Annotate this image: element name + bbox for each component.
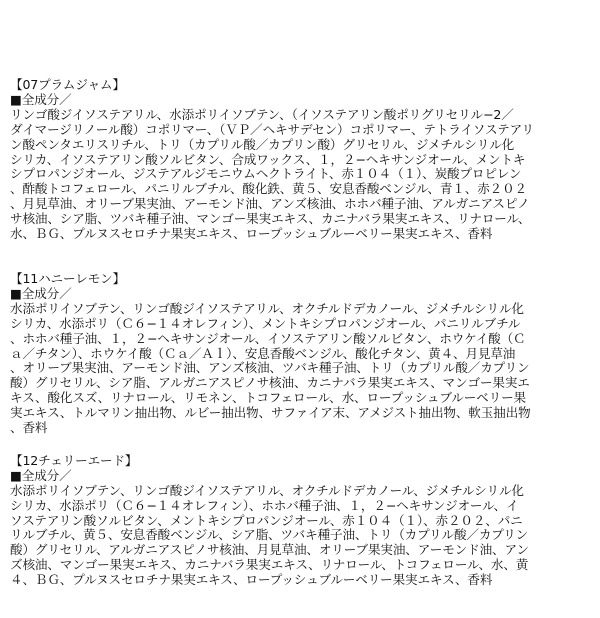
ingredient-line: 酸）グリセリル、シア脂、アルガニアスピノサ核油、カニナバラ果実エキス、マンゴー果実エ xyxy=(10,375,530,391)
ingredient-line: ソステアリン酸ソルビタン、メントキシプロパンジオール、赤１０４（１）、赤２０２、パニ xyxy=(10,512,523,528)
ingredient-line: 水、ＢＧ、プルヌスセロチナ果実エキス、ロープッシュブルーベリー果実エキス、香料 xyxy=(10,226,493,242)
section-title: 【11ハニーレモン】 xyxy=(10,270,126,286)
section-subtitle: ■全成分／ xyxy=(10,285,72,301)
section-plum-jam xyxy=(10,78,592,242)
ingredient-line: 、香料 xyxy=(10,420,48,436)
ingredient-line: 酸）グリセリル、アルガニアスピノサ核油、月見草油、オリーブ果実油、アーモンド油、アン xyxy=(10,542,529,558)
ingredient-line: キス、酸化スズ、リナロール、リモネン、トコフェロール、水、ロープッシュブルーベリー果 xyxy=(10,390,526,406)
ingredients-document xyxy=(10,78,592,618)
ingredient-line: リルブチル、黄５、安息香酸ベンジル、シア脂、ツバキ種子油、トリ（カプリル酸／カプリン xyxy=(10,527,529,543)
ingredient-line: 、酢酸トコフェロール、パニリルブチル、酸化鉄、黄５、安息香酸ベンジル、青１、赤２０２ xyxy=(10,181,527,197)
ingredient-line: リンゴ酸ジイソステアリル、水添ポリイソブテン、（イソステアリン酸ポリグリセリル−2／ xyxy=(10,106,514,122)
ingredient-line: シリカ、水添ポリ（Ｃ６−１４オレフィン）、ホホバ種子油、１，２−ヘキサンジオール、イ xyxy=(10,497,519,513)
ingredient-line: ン酸ペンタエリスリチル、トリ（カプリル酸／カプリン酸）グリセリル、ジメチルシリル化 xyxy=(10,136,515,152)
ingredient-line: ダイマージリノール酸）コポリマー、（ＶＰ／ヘキサデセン）コポリマー、テトライソステアリ xyxy=(10,121,534,137)
ingredient-line: シリカ、水添ポリ（Ｃ６−１４オレフィン）、メントキシプロパンジオール、パニリルブチル xyxy=(10,315,521,331)
ingredient-line: シリカ、イソステアリン酸ソルビタン、合成ワックス、１，２−ヘキサンジオール、メントキ xyxy=(10,151,526,167)
ingredient-line: 、オリーブ果実油、アーモンド油、アンズ核油、ツバキ種子油、トリ（カプリル酸／カプリン xyxy=(10,360,530,376)
ingredient-line: 、ホホバ種子油、１，２−ヘキサンジオール、イソステアリン酸ソルビタン、ホウケイ酸（Ｃ xyxy=(10,330,526,346)
ingredient-line: ズ核油、マンゴー果実エキス、カニナバラ果実エキス、リナロール、トコフェロール、水、黄 xyxy=(10,557,529,573)
section-title: 【07プラムジャム】 xyxy=(10,77,125,92)
ingredient-line: 、月見草油、オリーブ果実油、アーモンド油、アンズ核油、ホホバ種子油、アルガニアスピノ xyxy=(10,196,530,212)
ingredient-line: 水添ポリイソブテン、リンゴ酸ジイソステアリル、オクチルドデカノール、ジメチルシリル化 xyxy=(10,300,524,316)
ingredient-line: ａ／チタン）、ホウケイ酸（Ｃａ／Ａｌ）、安息香酸ベンジル、酸化チタン、黄４、月見草油 xyxy=(10,345,516,361)
section-honey-lemon xyxy=(10,272,592,436)
section-subtitle: ■全成分／ xyxy=(10,467,72,483)
ingredient-line: ４、ＢＧ、プルヌスセロチナ果実エキス、ロープッシュブルーベリー果実エキス、香料 xyxy=(10,572,493,588)
section-title: 【12チェリーエード】 xyxy=(10,452,138,468)
section-cherry-ade xyxy=(10,454,592,588)
ingredient-line: シプロパンジオール、ジステアルジモニウムヘクトライト、赤１０４（１）、炭酸プロピレン xyxy=(10,166,522,182)
ingredient-line: サ核油、シア脂、ツバキ種子油、マンゴー果実エキス、カニナバラ果実エキス、リナロール、 xyxy=(10,211,531,227)
ingredient-line: 実エキス、トルマリン抽出物、ルビー抽出物、サファイア末、アメジスト抽出物、軟玉抽出物 xyxy=(10,405,531,421)
ingredient-line: 水添ポリイソブテン、リンゴ酸ジイソステアリル、オクチルドデカノール、ジメチルシリル化 xyxy=(10,482,524,498)
section-subtitle: ■全成分／ xyxy=(10,91,72,107)
